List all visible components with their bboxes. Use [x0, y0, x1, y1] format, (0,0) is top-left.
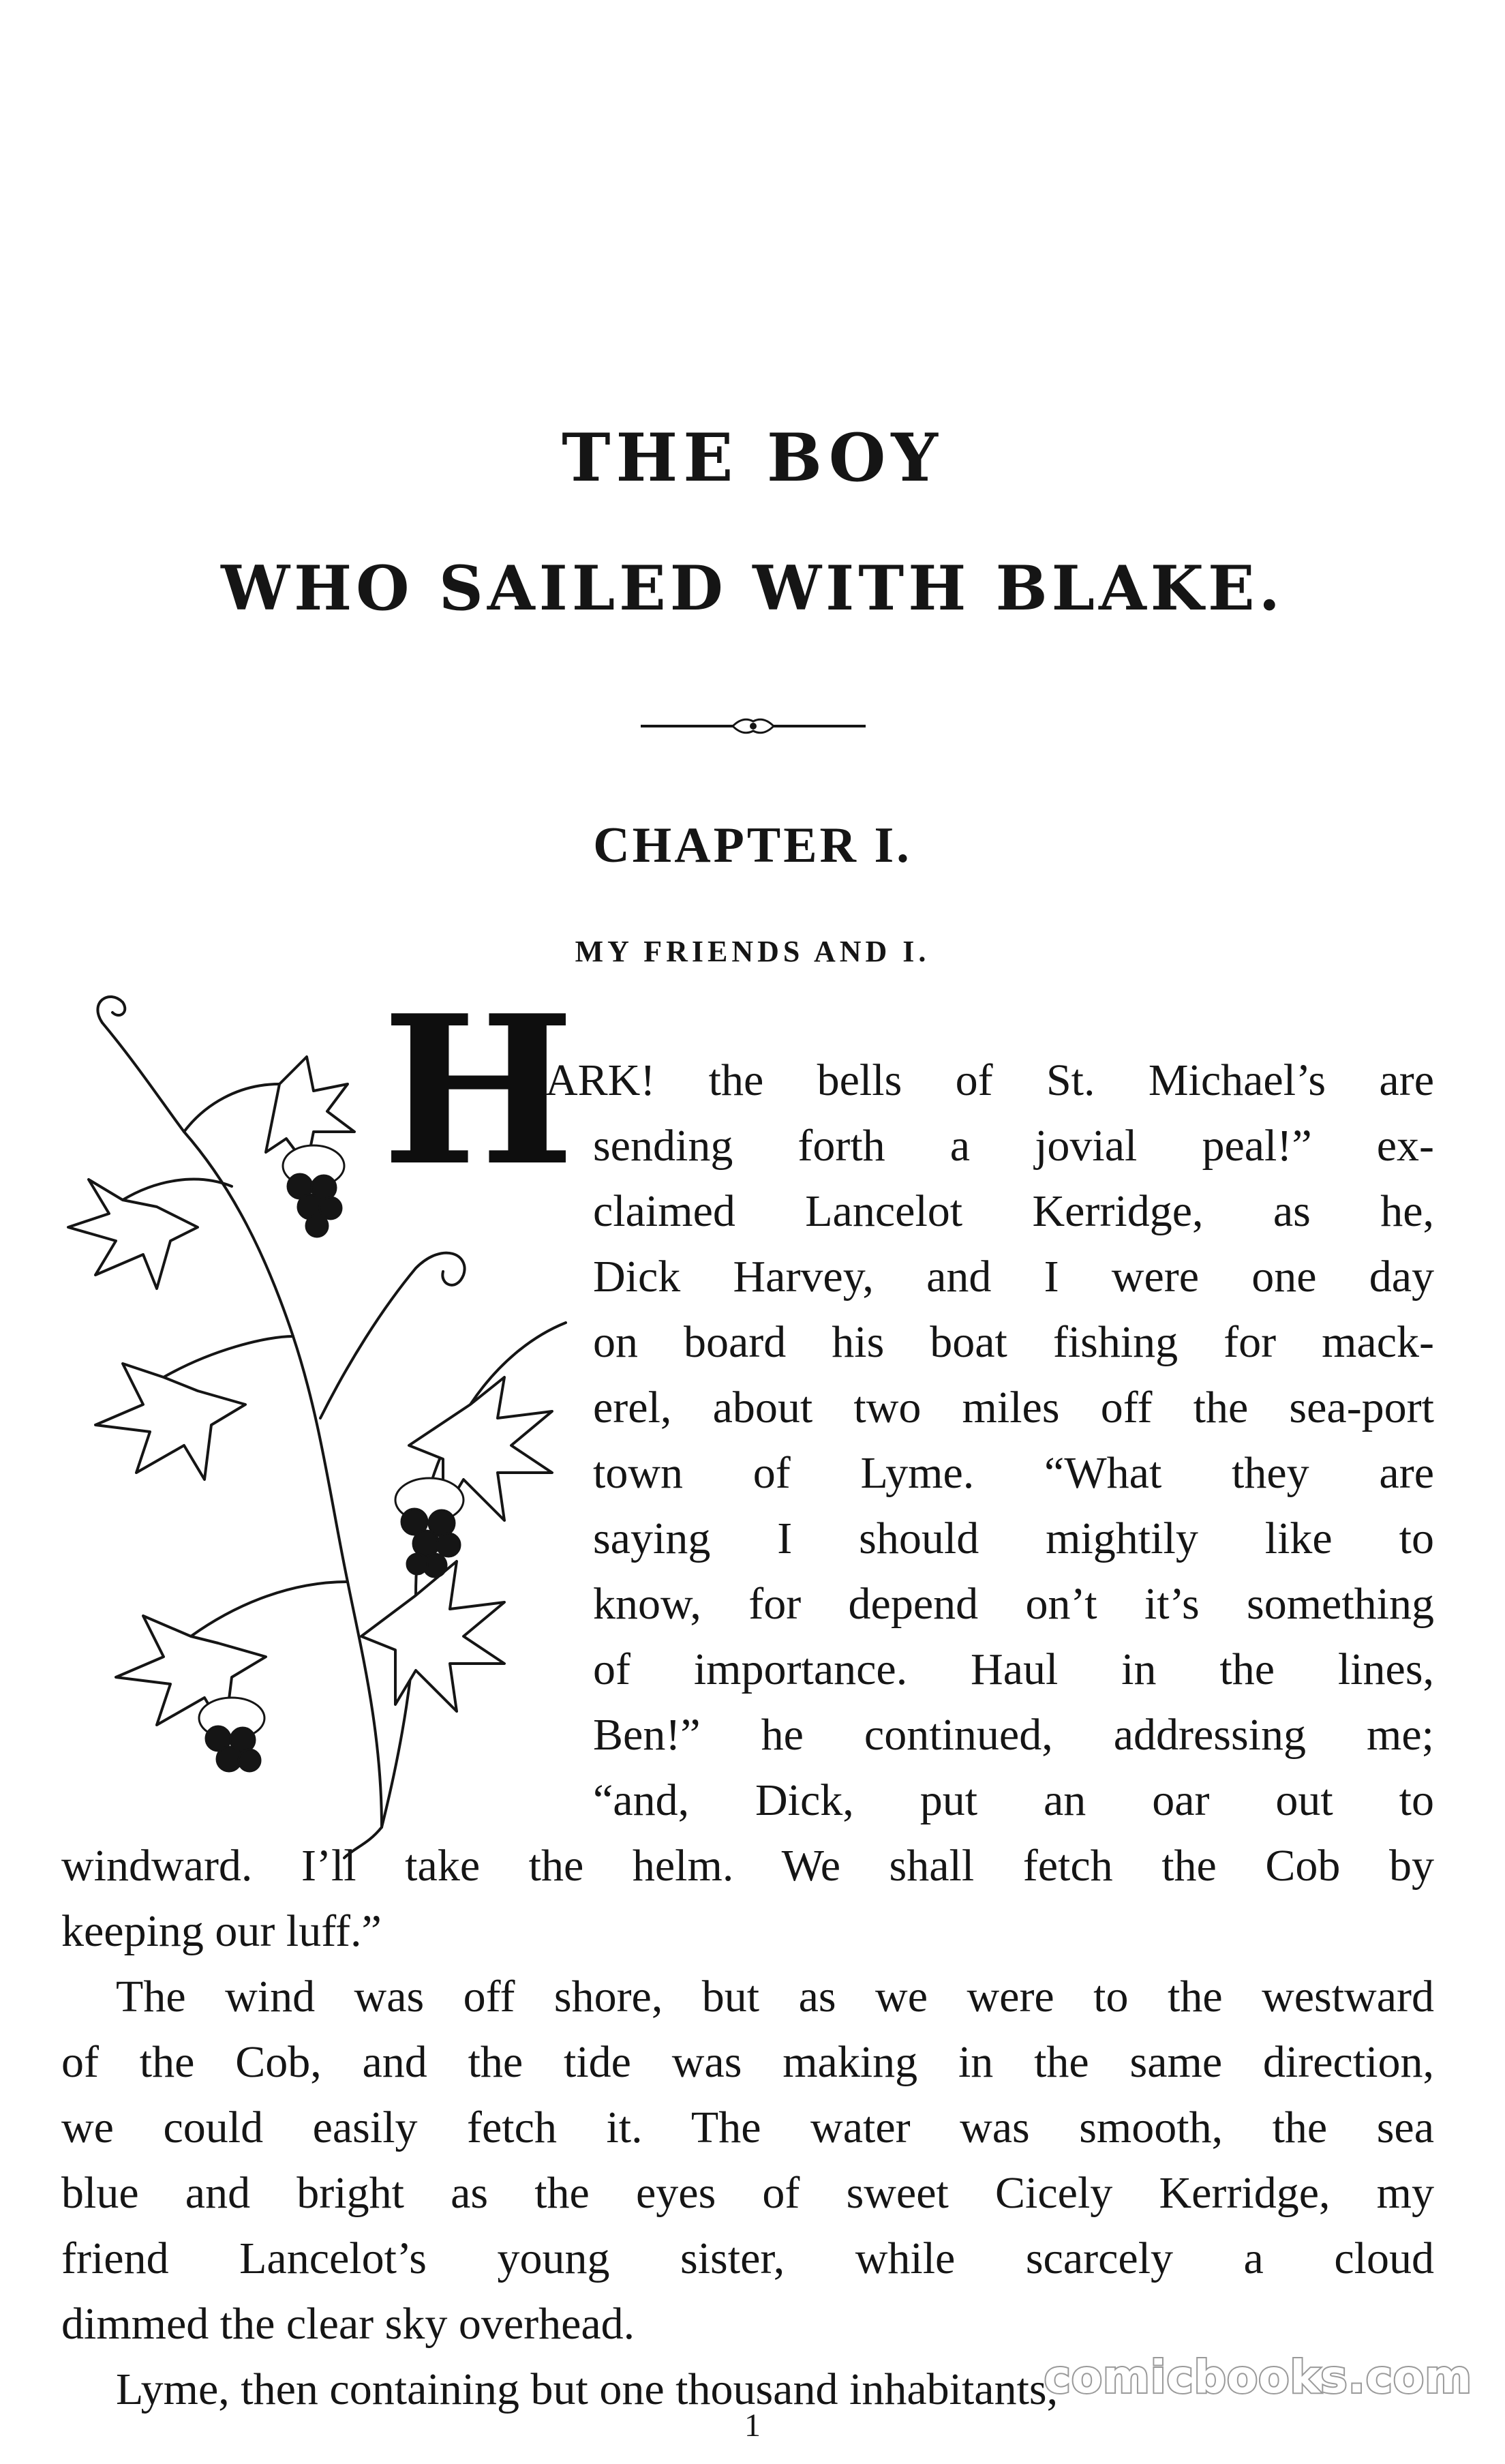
text-line: claimed Lancelot Kerridge, as he,: [593, 1186, 1434, 1236]
ornament-divider-icon: [641, 709, 866, 743]
book-title-line-2: WHO SAILED WITH BLAKE.: [221, 552, 1284, 625]
text-line: erel, about two miles off the sea-port: [593, 1383, 1434, 1432]
text-line: ARK! the bells of St. Michael’s are: [545, 1055, 1434, 1105]
text-line: Lyme, then containing but one thousand inhabitants,: [116, 2364, 1059, 2414]
text-line: we could easily fetch it. The water was smooth, the sea: [61, 2103, 1434, 2152]
text-line: town of Lyme. “What they are: [593, 1448, 1434, 1498]
text-line: of importance. Haul in the lines,: [593, 1644, 1434, 1694]
text-line: know, for depend on’t it’s something: [593, 1579, 1434, 1629]
page-number: 1: [744, 2407, 761, 2444]
text-line: Dick Harvey, and I were one day: [593, 1252, 1434, 1302]
text-line: on board his boat fishing for mack-: [593, 1317, 1434, 1367]
watermark-text: comicbooks.com: [1044, 2351, 1472, 2403]
text-line: saying I should mightily like to: [593, 1514, 1434, 1563]
chapter-heading: CHAPTER I.: [593, 817, 912, 873]
book-title-line-1: THE BOY: [562, 419, 943, 496]
text-line: “and, Dick, put an oar out to: [593, 1775, 1434, 1825]
dropcap-letter: H: [382, 970, 575, 1211]
text-line: windward. I’ll take the helm. We shall fetch the Cob by: [61, 1841, 1434, 1891]
text-line: sending forth a jovial peal!” ex-: [593, 1121, 1434, 1171]
dropcap: [382, 970, 575, 1211]
text-line: friend Lancelot’s young sister, while scarcely a cloud: [61, 2234, 1434, 2283]
text-line: of the Cob, and the tide was making in the same direction,: [61, 2037, 1434, 2087]
text-line: Ben!” he continued, addressing me;: [593, 1710, 1434, 1760]
chapter-subtitle: MY FRIENDS AND I.: [575, 935, 930, 968]
text-line: keeping our luff.”: [61, 1906, 382, 1956]
text-line: blue and bright as the eyes of sweet Cicely Kerridge, my: [61, 2168, 1434, 2218]
text-line: The wind was off shore, but as we were to the westward: [116, 1972, 1434, 2022]
text-line: dimmed the clear sky overhead.: [61, 2299, 635, 2349]
